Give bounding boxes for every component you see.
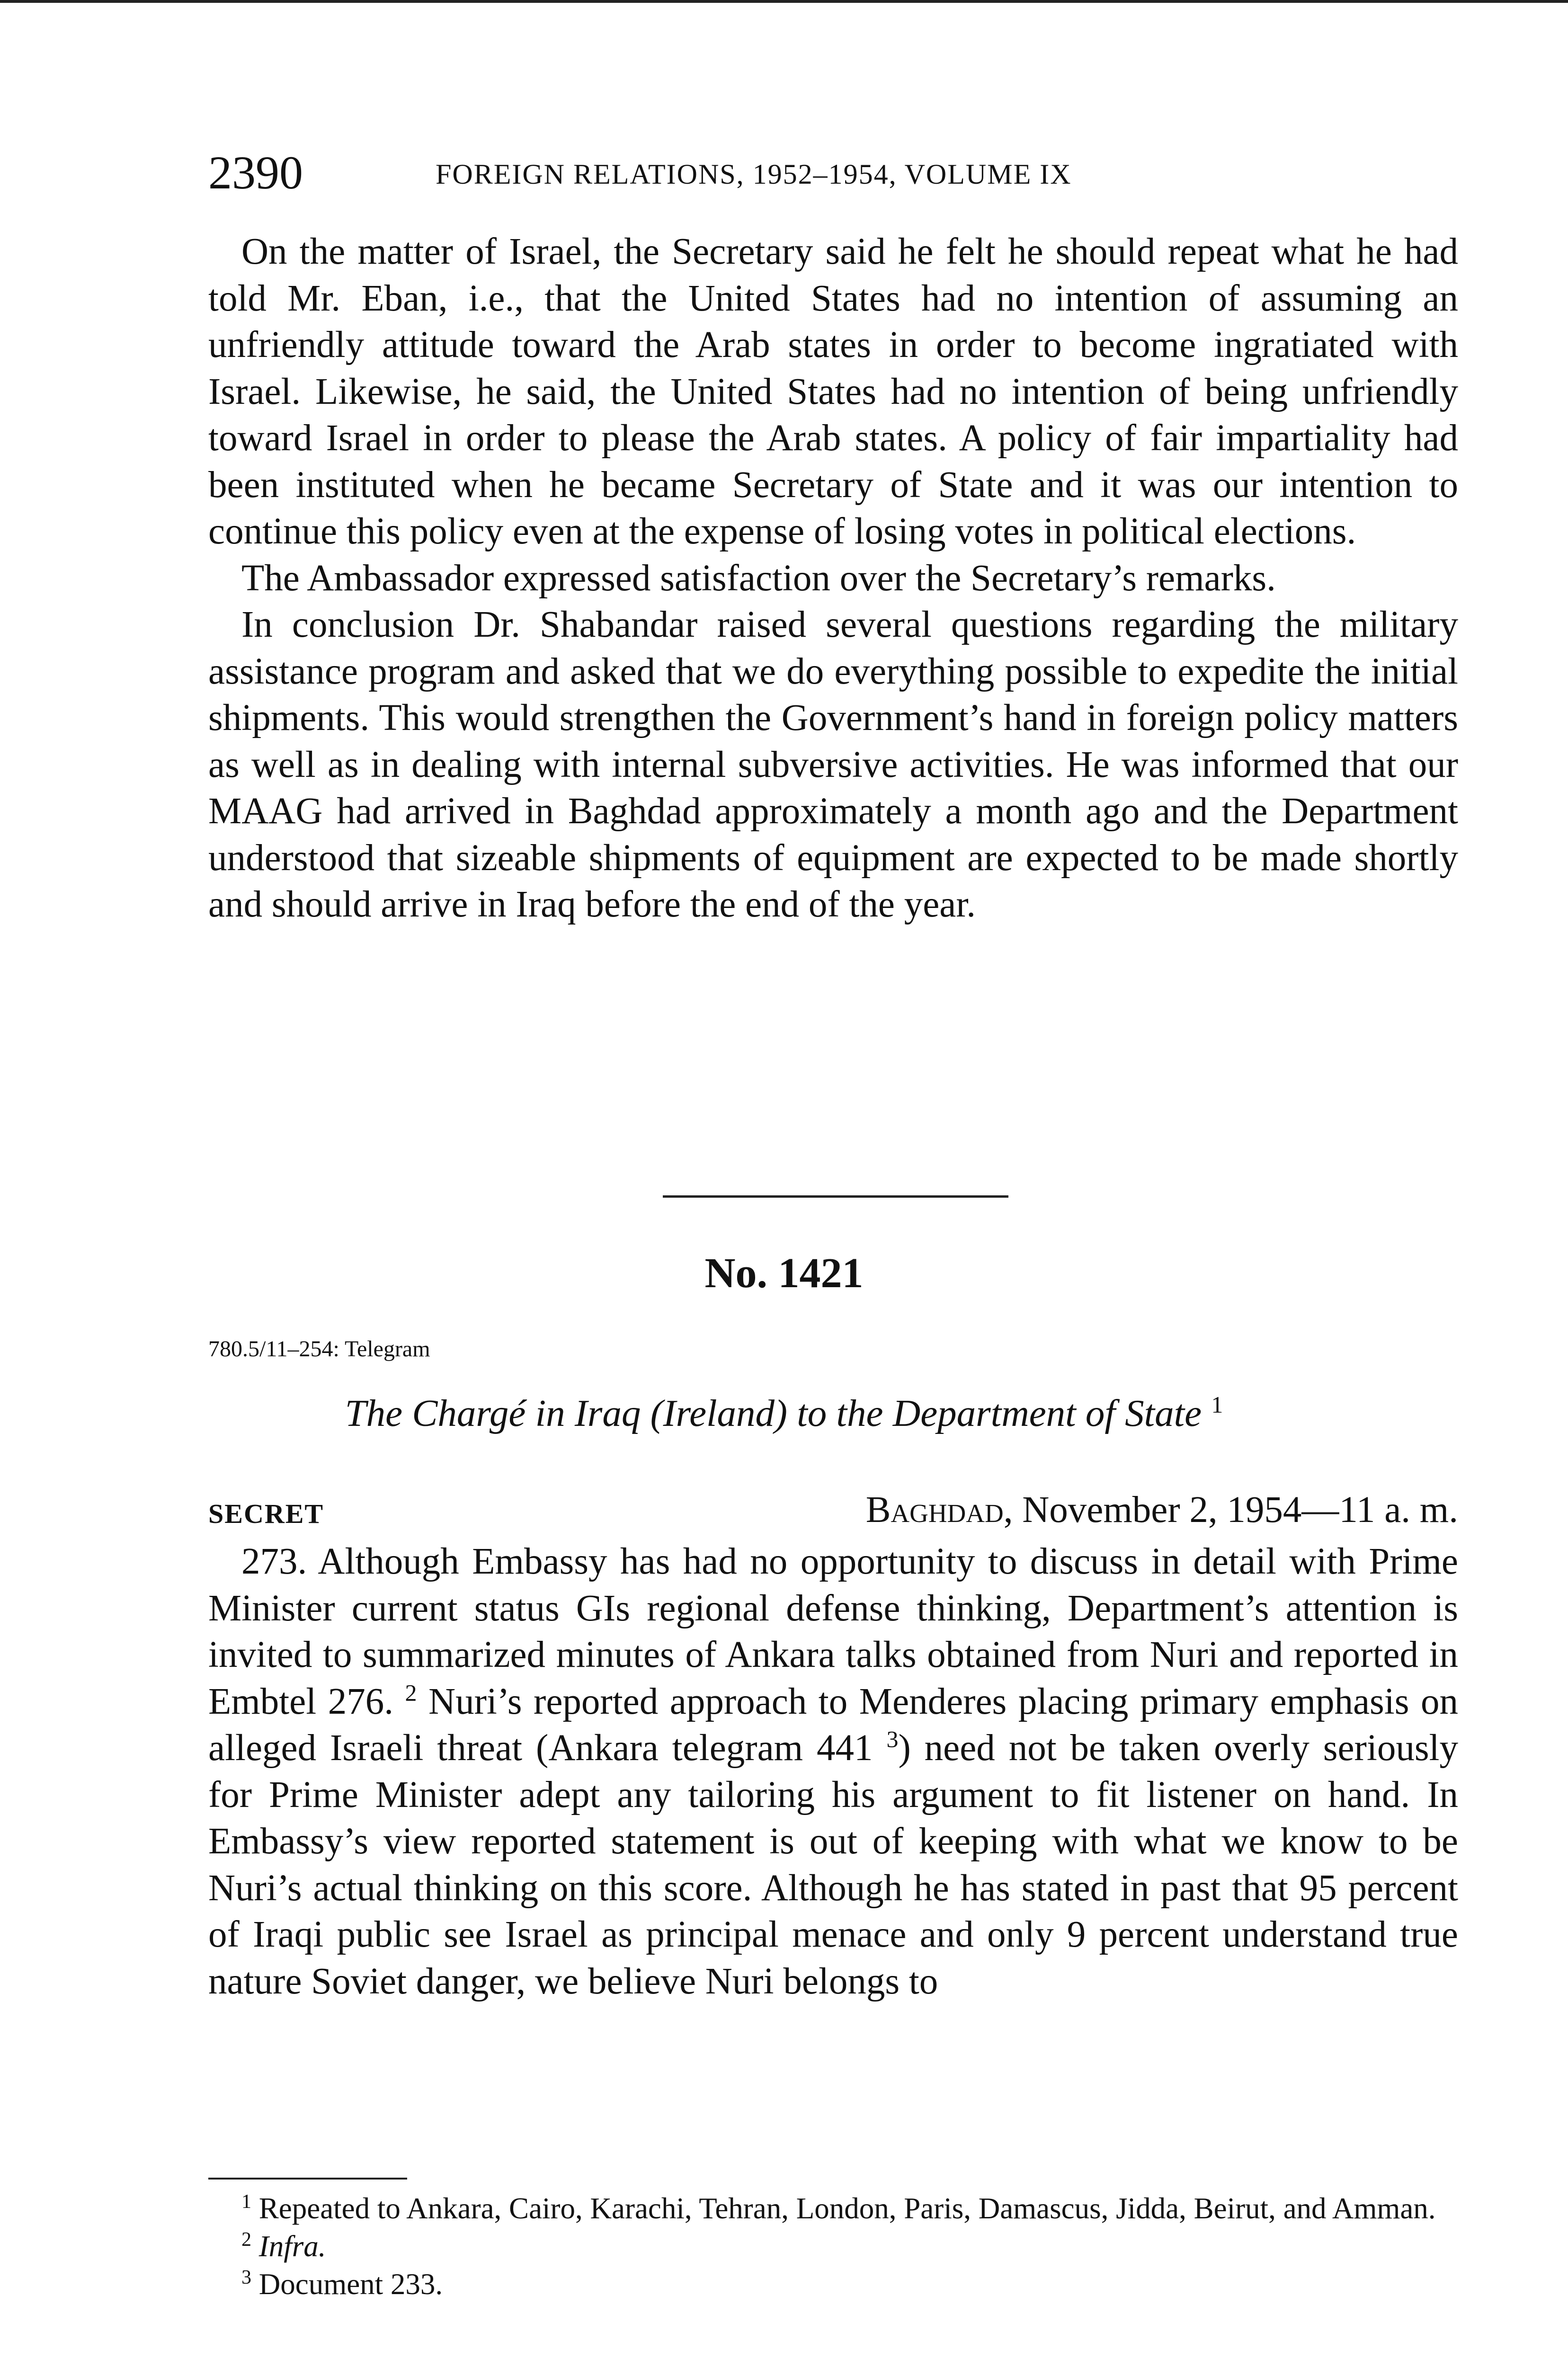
footnote-text: Document 233. — [258, 2268, 443, 2301]
page-header — [208, 147, 1458, 199]
classification: SECRET — [208, 1498, 324, 1529]
footnote — [208, 2189, 1458, 2227]
paragraph: In conclusion Dr. Shabandar raised several questions regarding the military assistance program and asked that we do everything possible to expedite the initial shipments. This would strengthen the Government’s hand in foreign policy matters as well as in dealing with internal subversive activities. He was informed that our MAAG had arrived in Baghdad approximately a month ago and the Department understood that sizeable shipments of equipment are expected to be made shortly and should arrive in Iraq before the end of the year. — [208, 604, 1458, 925]
footnote-ref: 1 — [1211, 1391, 1223, 1418]
footnote-ref: 3 — [886, 1726, 899, 1753]
section-divider — [663, 1195, 1008, 1198]
document-number: No. 1421 — [704, 1250, 864, 1297]
paragraph — [208, 1539, 1458, 2005]
footnote-mark: 3 — [241, 2267, 251, 2288]
continued-memorandum-text — [208, 229, 1458, 928]
paragraph: On the matter of Israel, the Secretary said he felt he should repeat what he had told Mr. Eban, i.e., that the United States had no intention of assuming an unfriendly attitude toward the Arab states in order to become ingratiated with Israel. Likewise, he said, the United States had no intention of being unfriendly toward Israel in order to please the Arab states. A policy of fair impartiality had been instituted when he became Secretary of State and it was our intention to continue this policy even at the expense of losing votes in political elections. — [208, 231, 1458, 552]
footnote-divider — [208, 2178, 407, 2180]
file-reference: 780.5/11–254: Telegram — [208, 1336, 430, 1361]
running-title: FOREIGN RELATIONS, 1952–1954, VOLUME IX — [436, 159, 1072, 190]
place-and-date — [866, 1486, 1458, 1534]
dateline — [208, 1486, 1458, 1534]
document-title-text: The Chargé in Iraq (Ireland) to the Department of State — [345, 1392, 1202, 1434]
document-title — [0, 1389, 1568, 1437]
footnote-text: Repeated to Ankara, Cairo, Karachi, Tehran, London, Paris, Damascus, Jidda, Beirut, and Amman. — [258, 2192, 1436, 2225]
place: Baghdad, — [865, 1489, 1013, 1531]
footnote-mark: 1 — [241, 2191, 251, 2213]
text-run: ) need not be taken overly seriously for Prime Minister adept any tailoring his argument to fit listener on hand. In Embassy’s view reported statement is out of keeping with what we know to be Nuri’s actual thinking on this score. Although he has stated in past that 95 percent of Iraqi public see Israel as principal menace and only 9 percent understand true nature Soviet danger, we believe Nuri belongs to — [208, 1727, 1459, 2002]
footnote — [208, 2265, 1458, 2303]
footnotes — [208, 2189, 1458, 2303]
date: November 2, 1954—11 a. m. — [1022, 1489, 1458, 1531]
paragraph: The Ambassador expressed satisfaction over the Secretary’s remarks. — [241, 557, 1276, 599]
footnote — [208, 2227, 1458, 2265]
footnote-mark: 2 — [241, 2229, 251, 2251]
telegram-text — [208, 1539, 1458, 2005]
scan-edge — [0, 0, 1568, 3]
text-run: 273. Although Embassy has had no opportunity to discuss in detail with Prime Minister current status GIs regional defense thinking, Department’s attention is invited to summarized minutes of Ankara talks obtained from Nuri and reported in Embtel 276. — [208, 1541, 1458, 1722]
text-run: Nuri’s reported approach to Menderes placing primary emphasis on alleged Israeli threat (Ankara telegram 441 — [208, 1681, 1458, 1769]
footnote-ref: 2 — [405, 1679, 417, 1706]
page-number: 2390 — [208, 146, 303, 199]
footnote-text: Infra. — [258, 2230, 326, 2263]
